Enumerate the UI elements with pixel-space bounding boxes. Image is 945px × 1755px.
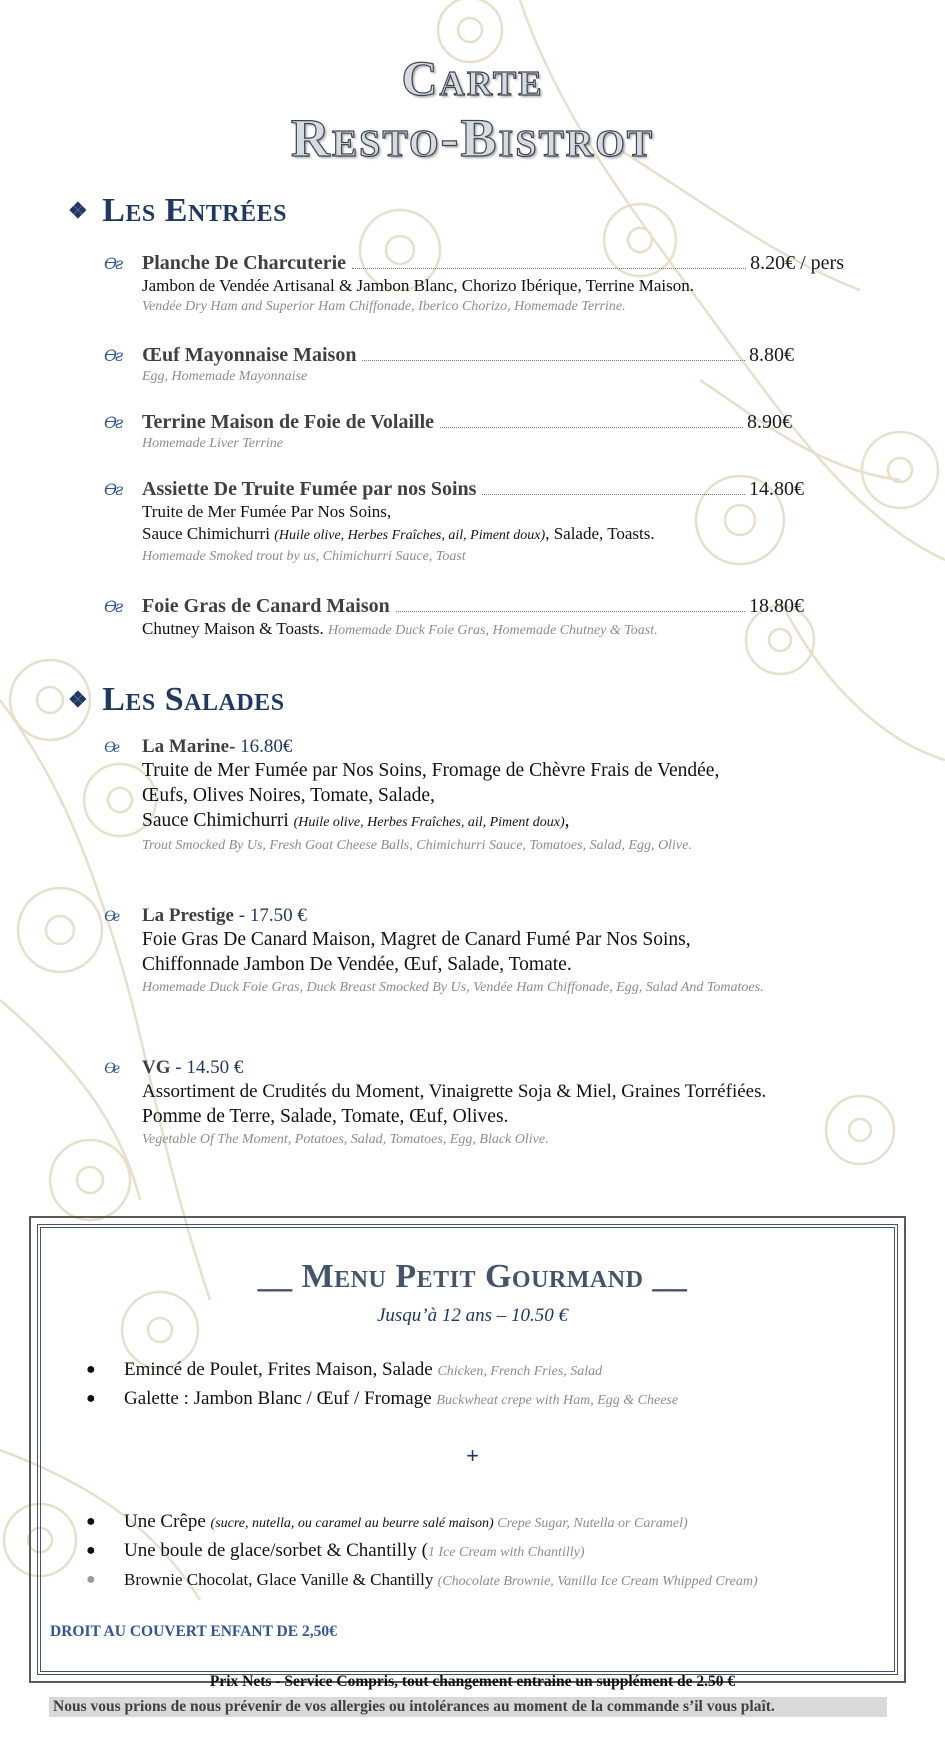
salad-price: - 14.50 € (170, 1057, 244, 1078)
kids-menu-subtitle: Jusqu’à 12 ans – 10.50 € (376, 1305, 569, 1326)
menu-item-terrine (104, 411, 792, 454)
item-price: 14.80€ (749, 478, 804, 500)
dot-leader (482, 494, 745, 495)
section-title: Les Salades (102, 681, 285, 718)
item-description-en: Homemade Liver Terrine (142, 436, 284, 451)
scroll-bullet-icon: ϴƨ (104, 908, 118, 925)
menu-item-truite-fumee (104, 478, 804, 567)
sauce-rest: , (564, 810, 570, 831)
kids-mains-list (86, 1356, 886, 1414)
kids-item-options: (sucre, nutella, ou caramel au beurre salé maison) (210, 1516, 494, 1531)
kids-desserts-list (86, 1508, 886, 1595)
plus-separator: + (466, 1443, 479, 1468)
bullet-dot-icon: ● (86, 1513, 96, 1530)
scroll-bullet-icon: ϴƨ (104, 413, 122, 432)
kids-item-en: Buckwheat crepe with Ham, Egg & Cheese (436, 1393, 679, 1408)
item-description: Truite de Mer Fumée Par Nos Soins, (142, 502, 392, 521)
sauce-label: Sauce Chimichurri (142, 810, 294, 831)
kids-item-fr: Emincé de Poulet, Frites Maison, Salade (124, 1359, 438, 1380)
item-description (104, 618, 804, 642)
salad-description-line-3 (104, 808, 904, 835)
item-name: Foie Gras de Canard Maison (142, 595, 390, 617)
salad-price: - 17.50 € (234, 905, 307, 926)
sauce-label: Sauce Chimichurri (142, 524, 275, 543)
salad-description-en: Vegetable Of The Moment, Potatoes, Salad, Tomatoes, Egg, Black Olive. (142, 1132, 549, 1147)
footer-allergy-note: Nous vous prions de nous prévenir de vos allergies ou intolérances au moment de la commande s’il vous plaît. (49, 1697, 887, 1717)
scroll-bullet-icon: ϴƨ (104, 480, 122, 499)
salad-description-en: Trout Smocked By Us, Fresh Goat Cheese Balls, Chimichurri Sauce, Tomatoes, Salad, Egg, Olive. (142, 838, 692, 853)
salad-description-line-2: Pomme de Terre, Salade, Tomate, Œuf, Olives. (142, 1106, 509, 1127)
diamond-icon: ❖ (68, 687, 89, 712)
item-price: 8.80€ (749, 344, 794, 366)
kids-item-fr: Galette : Jambon Blanc / Œuf / Fromage (124, 1388, 437, 1409)
item-price: 8.90€ (747, 411, 792, 433)
salad-price: 16.80€ (235, 736, 293, 757)
kids-item-en: Chicken, French Fries, Salad (437, 1364, 603, 1379)
menu-item-oeuf-mayonnaise (104, 344, 794, 387)
salad-description-line-1: Assortiment de Crudités du Moment, Vinaigrette Soja & Miel, Graines Torréfiées. (142, 1081, 767, 1102)
salad-la-marine (104, 736, 904, 857)
title-line-2: Resto-Bistrot (290, 108, 655, 168)
salad-name: La Marine- (142, 736, 236, 757)
kids-item-en: 1 Ice Cream with Chantilly) (427, 1545, 585, 1560)
section-heading-salades (68, 681, 285, 719)
diamond-icon: ❖ (68, 198, 89, 223)
scroll-bullet-icon: ϴƨ (104, 739, 118, 756)
dot-leader (352, 268, 746, 269)
item-price: 8.20€ / pers (750, 252, 844, 274)
list-item (86, 1508, 886, 1537)
kids-item-fr: Une boule de glace/sorbet & Chantilly ( (124, 1540, 428, 1561)
salad-la-prestige (104, 905, 904, 999)
kids-item-en: (Chocolate Brownie, Vanilla Ice Cream Whipped Cream) (437, 1574, 758, 1589)
list-item (86, 1566, 886, 1595)
section-title: Les Entrées (102, 192, 287, 229)
item-description: Jambon de Vendée Artisanal & Jambon Blanc, Chorizo Ibérique, Terrine Maison. (142, 276, 694, 295)
kids-item-fr: Une Crêpe (124, 1511, 211, 1532)
dot-leader (396, 611, 745, 612)
bullet-dot-icon: ● (86, 1542, 96, 1559)
scroll-bullet-icon: ϴƨ (104, 254, 122, 273)
dot-leader (440, 427, 743, 428)
salad-description-line-1: Foie Gras De Canard Maison, Magret de Canard Fumé Par Nos Soins, (142, 929, 691, 950)
item-name: Assiette De Truite Fumée par nos Soins (142, 478, 477, 500)
item-description-en: Vendée Dry Ham and Superior Ham Chiffonade, Iberico Chorizo, Homemade Terrine. (142, 299, 626, 314)
bullet-dot-icon: ● (86, 1390, 96, 1407)
sauce-ingredients: (Huile olive, Herbes Fraîches, ail, Piment doux) (274, 528, 546, 543)
kids-cover-charge: DROIT AU COUVERT ENFANT DE 2,50€ (50, 1623, 337, 1640)
salad-name: VG (142, 1057, 171, 1078)
bullet-dot-icon: ● (86, 1571, 96, 1588)
salad-vg (104, 1057, 924, 1151)
scroll-bullet-icon: ϴƨ (104, 1060, 118, 1077)
scroll-bullet-icon: ϴƨ (104, 597, 122, 616)
title-line-1: Carte (401, 50, 544, 106)
kids-item-fr: Brownie Chocolat, Glace Vanille & Chantilly (124, 1570, 438, 1589)
list-item (86, 1356, 886, 1385)
scroll-bullet-icon: ϴƨ (104, 346, 122, 365)
kids-menu-title: __ Menu Petit Gourmand __ (257, 1258, 688, 1295)
salad-description-line-2: Chiffonnade Jambon De Vendée, Œuf, Salade, Tomate. (142, 954, 572, 975)
item-description-fr: Chutney Maison & Toasts. (142, 619, 328, 638)
item-name: Œuf Mayonnaise Maison (142, 344, 357, 366)
menu-item-charcuterie (104, 252, 844, 317)
item-price: 18.80€ (749, 595, 804, 617)
item-name: Terrine Maison de Foie de Volaille (142, 411, 435, 433)
sauce-rest: , Salade, Toasts. (545, 524, 655, 543)
salad-description-line-1: Truite de Mer Fumée par Nos Soins, Fromage de Chèvre Frais de Vendée, (142, 760, 720, 781)
footer-prices-note: Prix Nets - Service Compris, tout changement entraine un supplément de 2.50 € (209, 1673, 736, 1690)
salad-description-line-2: Œufs, Olives Noires, Tomate, Salade, (142, 785, 435, 806)
salad-name: La Prestige (142, 905, 234, 926)
list-item (86, 1385, 886, 1414)
list-item (86, 1537, 886, 1566)
item-description-sauce (104, 523, 804, 547)
item-description-en: Homemade Duck Foie Gras, Homemade Chutney & Toast. (327, 623, 658, 638)
salad-description-en: Homemade Duck Foie Gras, Duck Breast Smocked By Us, Vendée Ham Chiffonade, Egg, Salad And Tomatoes. (142, 980, 764, 995)
page-title (0, 48, 945, 168)
bullet-dot-icon: ● (86, 1361, 96, 1378)
item-description-en: Egg, Homemade Mayonnaise (142, 369, 308, 384)
kids-item-en: Crepe Sugar, Nutella or Caramel) (493, 1516, 688, 1531)
menu-item-foie-gras (104, 595, 804, 642)
sauce-ingredients: (Huile olive, Herbes Fraîches, ail, Piment doux) (293, 815, 565, 830)
dot-leader (362, 360, 745, 361)
item-name: Planche De Charcuterie (142, 252, 347, 274)
section-heading-entrees (68, 192, 287, 230)
item-description-en: Homemade Smoked trout by us, Chimichurri Sauce, Toast (142, 549, 466, 564)
